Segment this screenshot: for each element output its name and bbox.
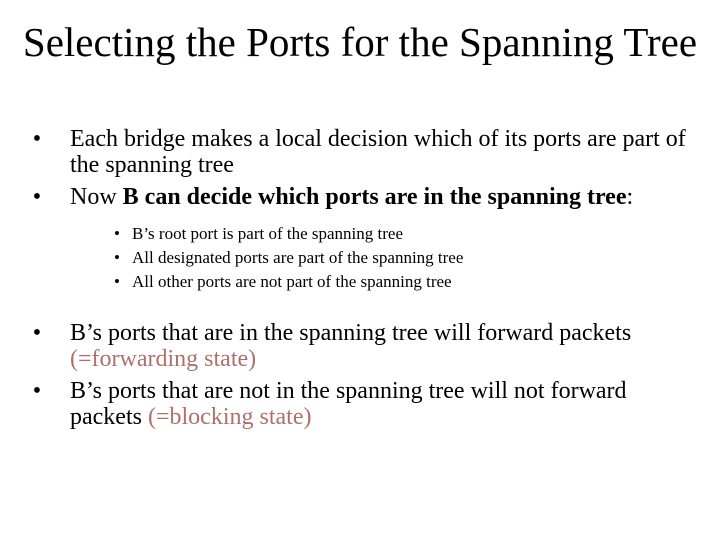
bullet-list — [28, 126, 688, 436]
bullet-text-plain: Now — [70, 184, 123, 210]
bullet-marker: • — [32, 126, 42, 152]
bullet-blocking — [28, 378, 688, 430]
bullet-text-bold: B can decide which ports are in the spanning tree — [122, 184, 627, 210]
sub-bullet-text: B’s root port is part of the spanning tree — [132, 224, 404, 243]
sub-bullet-text: All other ports are not part of the spanning tree — [132, 272, 452, 291]
blocking-state-label: (=blocking state) — [147, 404, 312, 430]
sub-bullet-root-port — [70, 222, 688, 246]
sub-bullet-marker: • — [114, 272, 120, 291]
bullet-marker: • — [32, 320, 42, 346]
sub-bullet-text: All designated ports are part of the spanning tree — [132, 248, 464, 267]
sub-bullet-marker: • — [114, 248, 120, 267]
bullet-b-can-decide — [28, 184, 688, 294]
spacer — [28, 300, 688, 320]
bullet-marker: • — [32, 378, 42, 404]
sub-bullet-other-ports — [70, 270, 688, 294]
bullet-local-decision — [28, 126, 688, 178]
bullet-marker: • — [32, 184, 42, 210]
sub-bullet-designated-ports — [70, 246, 688, 270]
bullet-text: B’s ports that are in the spanning tree will forward packets — [70, 320, 632, 346]
slide-title: Selecting the Ports for the Spanning Tree — [22, 19, 698, 65]
sub-bullet-marker: • — [114, 224, 120, 243]
bullet-text: Each bridge makes a local decision which of its ports are part of the spanning tree — [70, 126, 686, 178]
bullet-text-colon: : — [626, 184, 634, 210]
forwarding-state-label: (=forwarding state) — [70, 346, 257, 372]
bullet-text: B’s ports that are not in the spanning tree will not forward packets — [70, 378, 627, 430]
sub-bullet-list — [70, 222, 688, 294]
bullet-forwarding — [28, 320, 688, 372]
